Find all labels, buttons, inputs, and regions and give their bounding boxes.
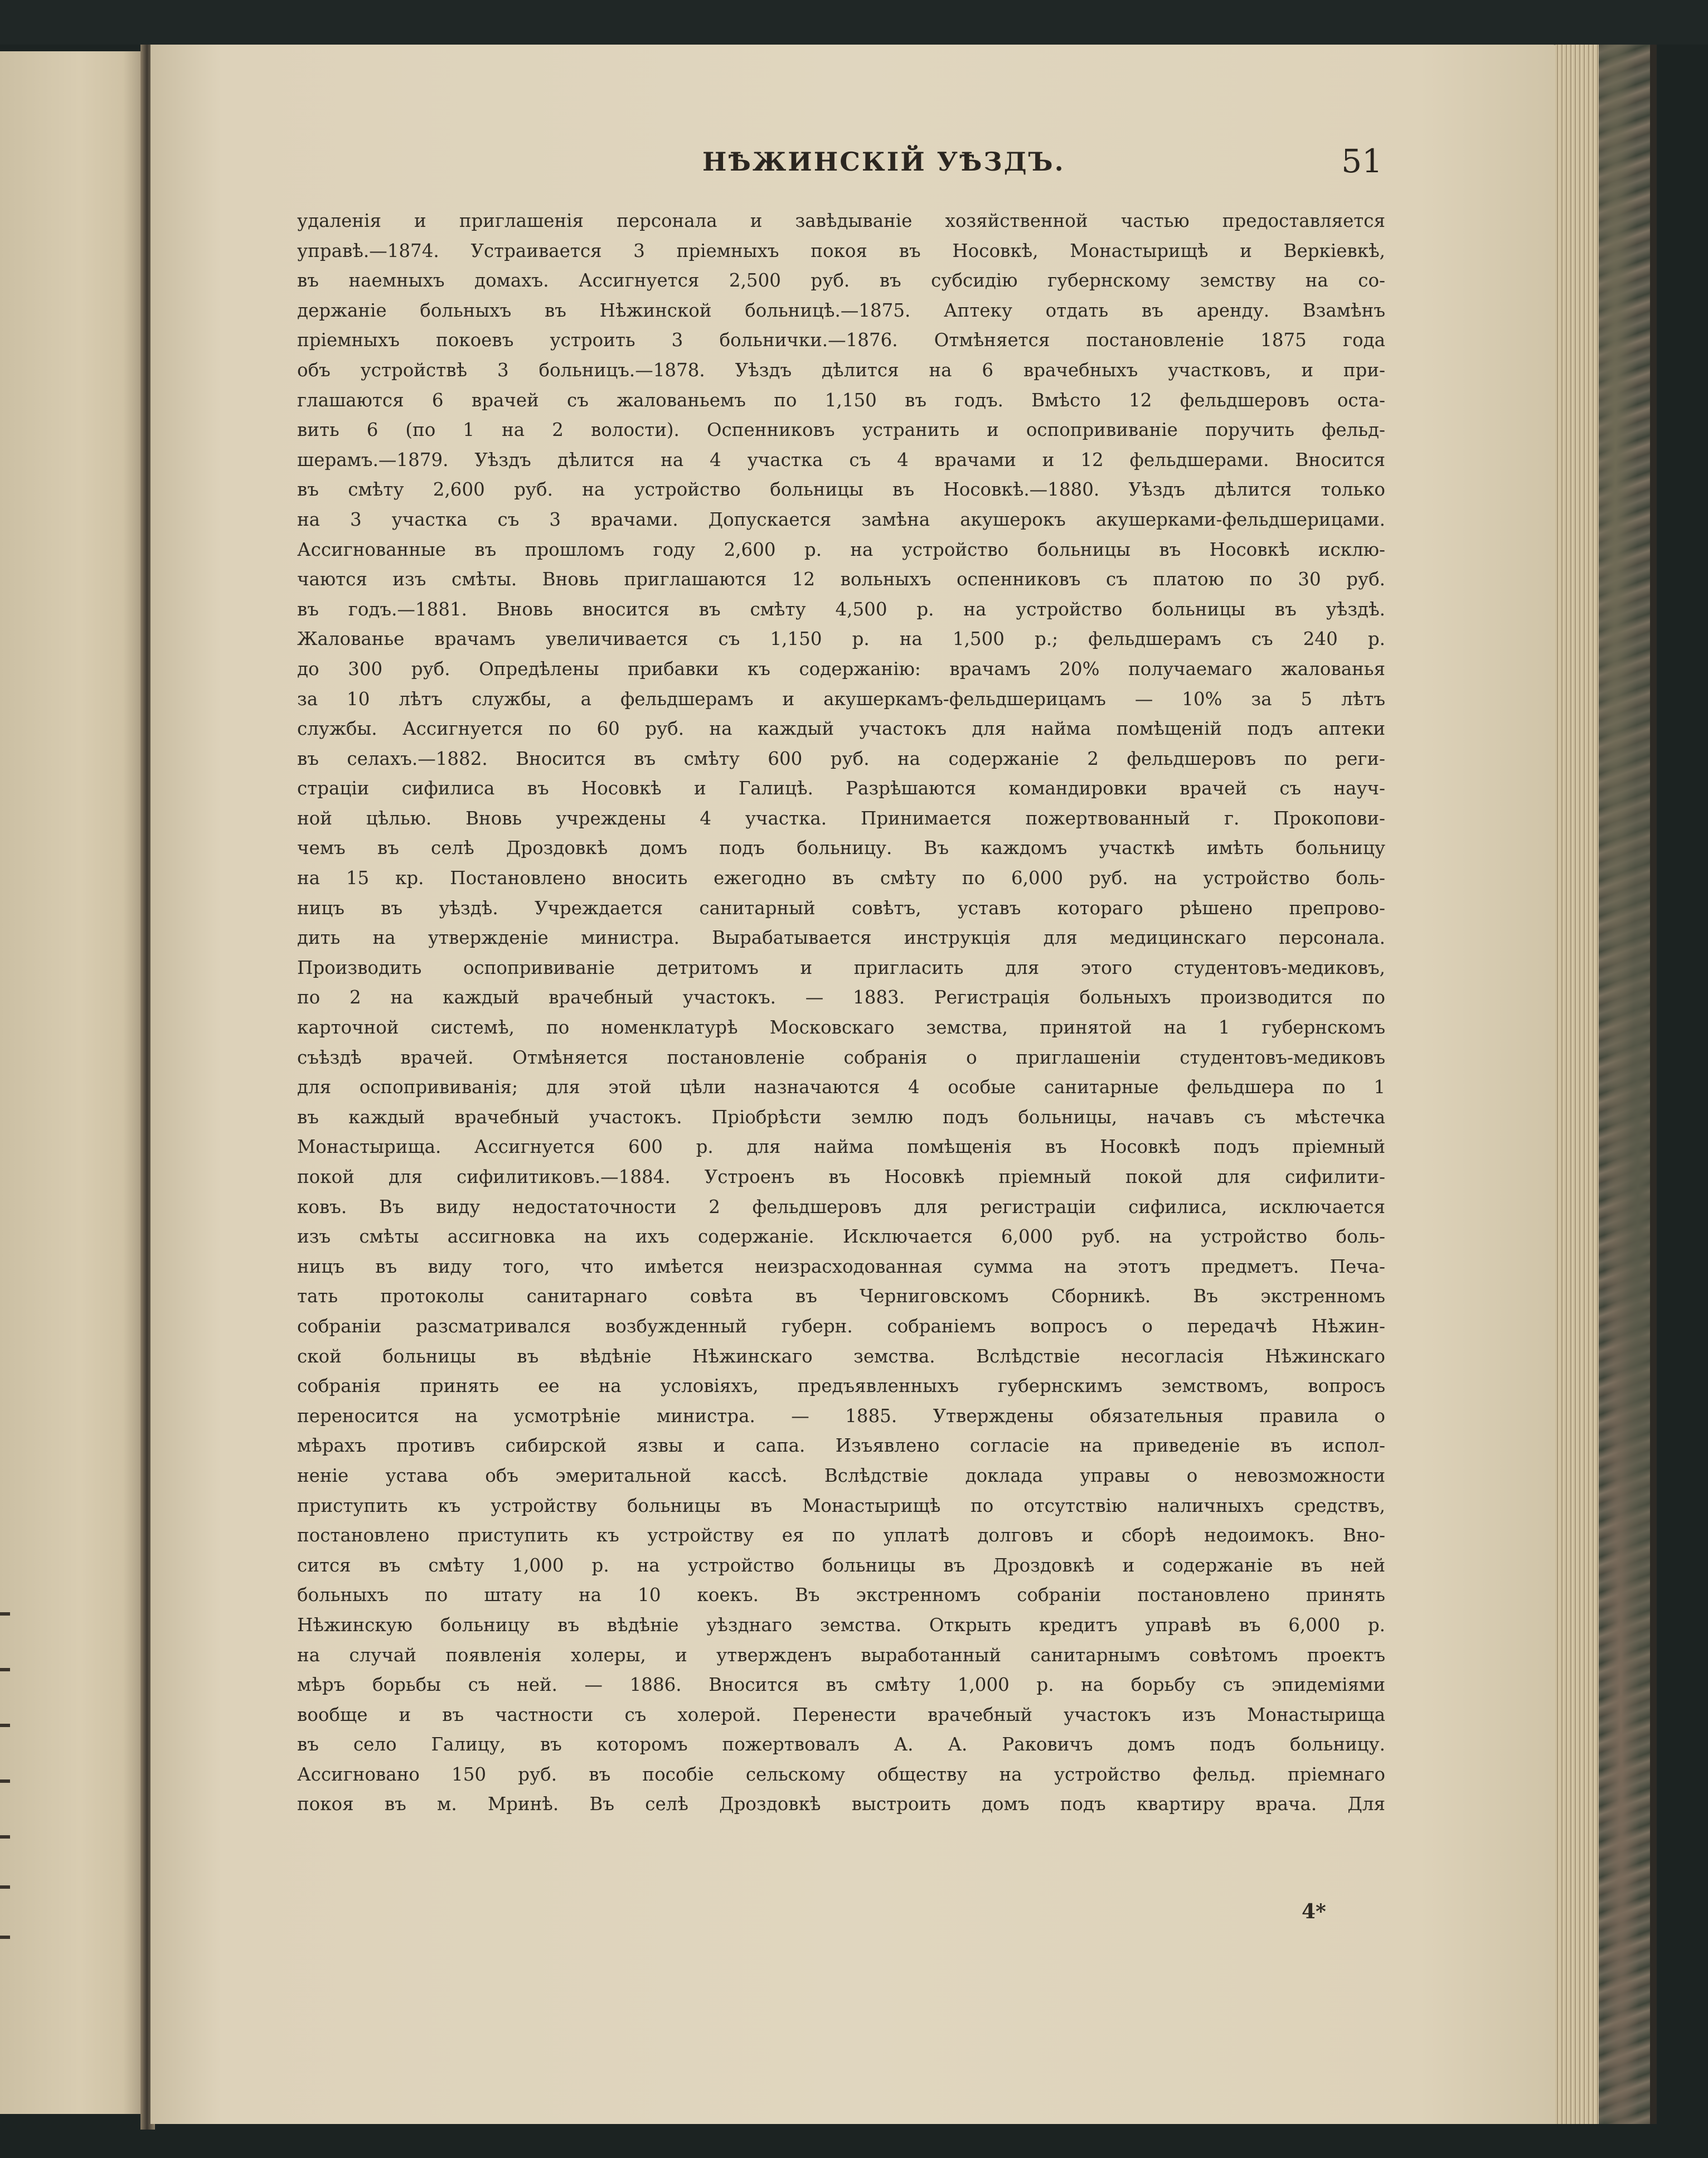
text-line: неніе устава объ эмеритальной кассѣ. Вслѣдствіе доклада управы о невозможности [297, 1464, 1385, 1486]
text-line: чемъ въ селѣ Дроздовкѣ домъ подъ больницу. Въ каждомъ участкѣ имѣть больницу [297, 837, 1385, 859]
text-line: шерамъ.—1879. Уѣздъ дѣлится на 4 участка съ 4 врачами и 12 фельдшерами. Вносится [297, 449, 1385, 471]
text-line: приступить къ устройству больницы въ Монастырищѣ по отсутствію наличныхъ средствъ, [297, 1495, 1385, 1516]
text-line: глашаются 6 врачей съ жалованьемъ по 1,150 въ годъ. Вмѣсто 12 фельдшеровъ оста- [297, 389, 1385, 411]
text-line: въ село Галицу, въ которомъ пожертвовалъ А. А. Раковичъ домъ подъ больницу. [297, 1734, 1385, 1756]
left-page-edge [0, 51, 145, 2114]
text-line: мѣрахъ противъ сибирской язвы и сапа. Изъявлено согласіе на приведеніе въ испол- [297, 1435, 1385, 1457]
text-line: на 3 участка съ 3 врачами. Допускается замѣна акушерокъ акушерками-фельдшерицами. [297, 508, 1385, 530]
text-line: Производить оспопрививаніе детритомъ и пригласить для этого студентовъ-медиковъ, [297, 957, 1385, 978]
text-line: съѣздѣ врачей. Отмѣняется постановленіе собранія о приглашеніи студентовъ-медиковъ [297, 1046, 1385, 1068]
running-head: НѢЖИНСКІЙ УѢЗДЪ. [702, 147, 1065, 177]
text-line: держаніе больныхъ въ Нѣжинской больницѣ.—1875. Аптеку отдать въ аренду. Взамѣнъ [297, 299, 1385, 321]
text-line: въ каждый врачебный участокъ. Пріобрѣсти землю подъ больницы, начавъ съ мѣстечка [297, 1106, 1385, 1128]
text-line: по 2 на каждый врачебный участокъ. — 1883. Регистрація больныхъ производится по [297, 987, 1385, 1008]
page-stack-edge [1555, 45, 1600, 2124]
text-line: ковъ. Въ виду недостаточности 2 фельдшеровъ для регистраціи сифилиса, исключается [297, 1196, 1385, 1218]
marbled-cover [1599, 45, 1654, 2124]
text-line: ницъ въ виду того, что имѣется неизрасходованная сумма на этотъ предметъ. Печа- [297, 1255, 1385, 1277]
text-line: Монастырища. Ассигнуется 600 р. для найма помѣщенія въ Носовкѣ подъ пріемный [297, 1136, 1385, 1158]
text-line: для оспопрививанія; для этой цѣли назначаются 4 особые санитарные фельдшера по 1 [297, 1076, 1385, 1098]
text-line: покой для сифилитиковъ.—1884. Устроенъ въ Носовкѣ пріемный покой для сифилити- [297, 1166, 1385, 1187]
body-text [297, 206, 1385, 1820]
left-page-text-fragment [0, 1612, 10, 1616]
text-line: ской больницы въ вѣдѣніе Нѣжинскаго земства. Вслѣдствіе несогласія Нѣжинскаго [297, 1345, 1385, 1367]
text-line: постановлено приступить къ устройству ея по уплатѣ долговъ и сборѣ недоимокъ. Вно- [297, 1525, 1385, 1546]
text-line: службы. Ассигнуется по 60 руб. на каждый участокъ для найма помѣщеній подъ аптеки [297, 718, 1385, 740]
text-line: чаются изъ смѣты. Вновь приглашаются 12 вольныхъ оспенниковъ съ платою по 30 руб. [297, 569, 1385, 590]
left-page-text-fragment [0, 1779, 10, 1783]
text-line: удаленія и приглашенія персонала и завѣдываніе хозяйственной частью предоставляется [297, 210, 1385, 231]
text-line: вообще и въ частности съ холерой. Перенести врачебный участокъ изъ Монастырища [297, 1704, 1385, 1725]
text-line: управѣ.—1874. Устраивается 3 пріемныхъ покоя въ Носовкѣ, Монастырищѣ и Веркіевкѣ, [297, 240, 1385, 261]
text-line: до 300 руб. Опредѣлены прибавки къ содержанію: врачамъ 20% получаемаго жалованья [297, 658, 1385, 680]
page-number: 51 [1341, 142, 1382, 180]
signature-mark: 4* [1302, 1900, 1326, 1923]
text-line: тать протоколы санитарнаго совѣта въ Черниговскомъ Сборникѣ. Въ экстренномъ [297, 1286, 1385, 1307]
text-line: Ассигновано 150 руб. въ пособіе сельскому обществу на устройство фельд. пріемнаго [297, 1763, 1385, 1785]
left-page-text-fragment [0, 1936, 10, 1939]
text-line: страціи сифилиса въ Носовкѣ и Галицѣ. Разрѣшаются командировки врачей съ науч- [297, 778, 1385, 799]
text-line: въ смѣту 2,600 руб. на устройство больницы въ Носовкѣ.—1880. Уѣздъ дѣлится только [297, 479, 1385, 501]
text-line: на случай появленія холеры, и утвержденъ выработанный санитарнымъ совѣтомъ проектъ [297, 1644, 1385, 1666]
text-line: въ наемныхъ домахъ. Ассигнуется 2,500 руб. въ субсидію губернскому земству на со- [297, 270, 1385, 292]
text-line: ницъ въ уѣздѣ. Учреждается санитарный совѣтъ, уставъ котораго рѣшено препрово- [297, 897, 1385, 919]
text-line: дить на утвержденіе министра. Вырабатывается инструкція для медицинскаго персонала. [297, 927, 1385, 949]
left-page-text-fragment [0, 1885, 10, 1889]
text-line: вить 6 (по 1 на 2 волости). Оспенниковъ устранить и оспопрививаніе поручить фельд- [297, 419, 1385, 441]
text-line: объ устройствѣ 3 больницъ.—1878. Уѣздъ дѣлится на 6 врачебныхъ участковъ, и при- [297, 359, 1385, 381]
text-line: мѣръ борьбы съ ней. — 1886. Вносится въ смѣту 1,000 р. на борьбу съ эпидеміями [297, 1674, 1385, 1696]
page-header [301, 142, 1382, 187]
text-line: сится въ смѣту 1,000 р. на устройство больницы въ Дроздовкѣ и содержаніе въ ней [297, 1554, 1385, 1576]
text-line: Жалованье врачамъ увеличивается съ 1,150 р. на 1,500 р.; фельдшерамъ съ 240 р. [297, 628, 1385, 650]
text-line: въ селахъ.—1882. Вносится въ смѣту 600 руб. на содержаніе 2 фельдшеровъ по реги- [297, 748, 1385, 769]
text-line: ной цѣлью. Вновь учреждены 4 участка. Принимается пожертвованный г. Прокопови- [297, 807, 1385, 829]
text-line: изъ смѣты ассигновка на ихъ содержаніе. Исключается 6,000 руб. на устройство боль- [297, 1226, 1385, 1248]
text-line: переносится на усмотрѣніе министра. — 1885. Утверждены обязательныя правила о [297, 1405, 1385, 1427]
text-line: за 10 лѣтъ службы, а фельдшерамъ и акушеркамъ-фельдшерицамъ — 10% за 5 лѣтъ [297, 688, 1385, 710]
cover-edge [1650, 45, 1657, 2124]
text-line: покоя въ м. Мринѣ. Въ селѣ Дроздовкѣ выстроить домъ подъ квартиру врача. Для [297, 1793, 1385, 1815]
text-line: Нѣжинскую больницу въ вѣдѣніе уѣзднаго земства. Открыть кредитъ управѣ въ 6,000 р. [297, 1614, 1385, 1636]
text-line: собраніи разсматривался возбужденный губерн. собраніемъ вопросъ о передачѣ Нѣжин- [297, 1315, 1385, 1337]
left-page-text-fragment [0, 1835, 10, 1839]
text-line: на 15 кр. Постановлено вносить ежегодно въ смѣту по 6,000 руб. на устройство боль- [297, 867, 1385, 889]
text-line: пріемныхъ покоевъ устроить 3 больнички.—1876. Отмѣняется постановленіе 1875 года [297, 329, 1385, 351]
text-line: карточной системѣ, по номенклатурѣ Московскаго земства, принятой на 1 губернскомъ [297, 1017, 1385, 1039]
left-page-text-fragment [0, 1724, 10, 1727]
left-page-text-fragment [0, 1668, 10, 1671]
text-line: больныхъ по штату на 10 коекъ. Въ экстренномъ собраніи постановлено принять [297, 1584, 1385, 1606]
scan-background [0, 0, 1708, 45]
text-line: въ годъ.—1881. Вновь вносится въ смѣту 4,500 р. на устройство больницы въ уѣздѣ. [297, 598, 1385, 620]
text-line: Ассигнованные въ прошломъ году 2,600 р. на устройство больницы въ Носовкѣ исклю- [297, 539, 1385, 560]
text-line: собранія принять ее на условіяхъ, предъявленныхъ губернскимъ земствомъ, вопросъ [297, 1375, 1385, 1397]
